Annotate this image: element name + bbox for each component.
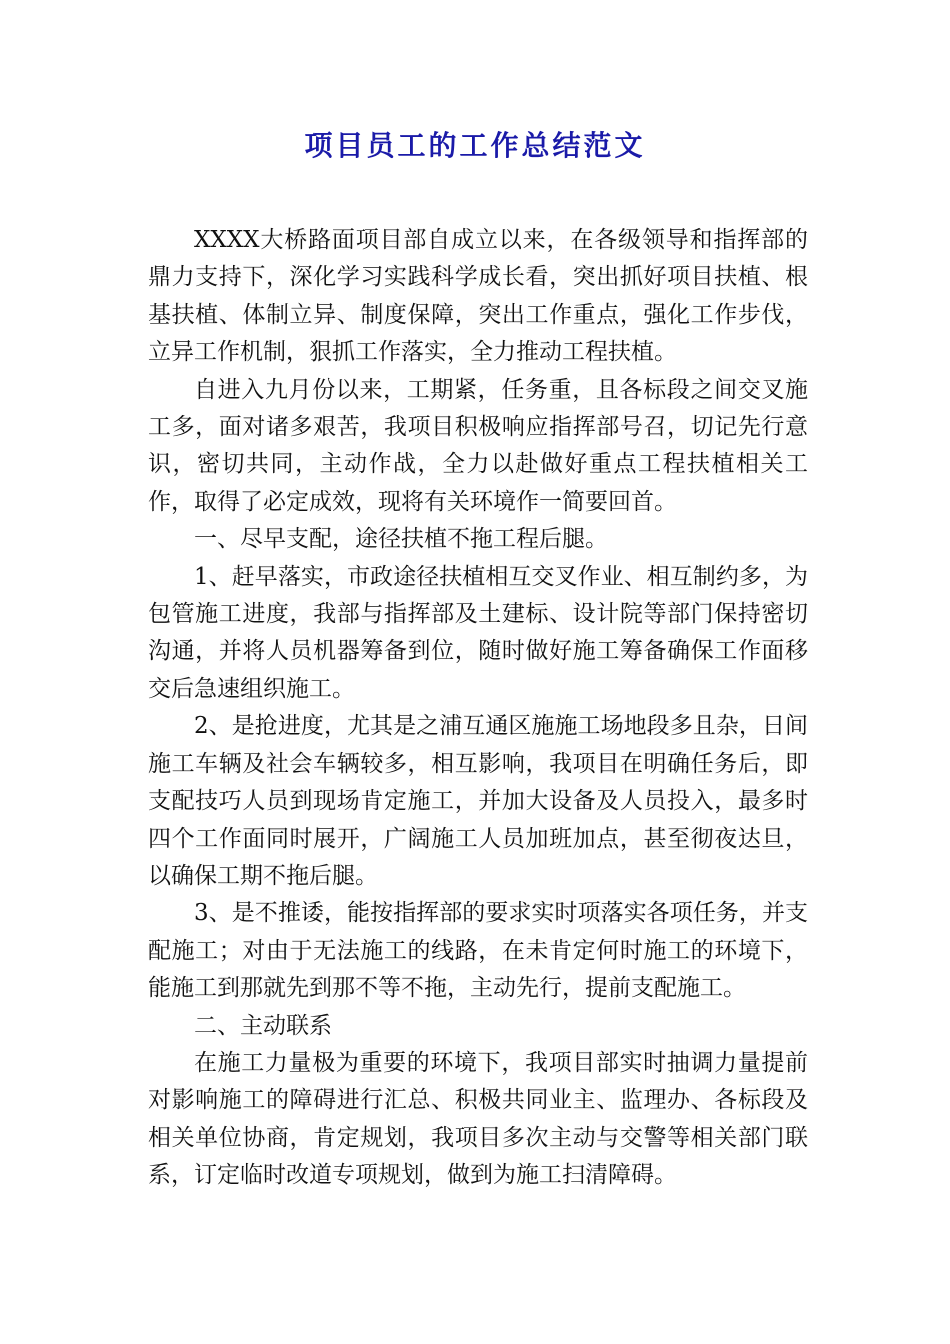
paragraph-item-2: 2、是抢进度，尤其是之浦互通区施施工场地段多且杂，日间施工车辆及社会车辆较多，相互影响，我项目在明确任务后，即支配技巧人员到现场肯定施工，并加大设备及人员投入，最多时四个工作面同时展开，广阔施工人员加班加点，甚至彻夜达旦，以确保工期不拖后腿。 (148, 713, 808, 889)
paragraph-item-3: 3、是不推诿，能按指挥部的要求实时项落实各项任务，并支配施工；对由于无法施工的线路，在未肯定何时施工的环境下，能施工到那就先到那不等不拖，主动先行，提前支配施工。 (148, 900, 808, 1002)
paragraph-item-1: 1、赶早落实，市政途径扶植相互交叉作业、相互制约多，为包管施工进度，我部与指挥部及土建标、设计院等部门保持密切沟通，并将人员机器筹备到位，随时做好施工筹备确保工作面移交后急速组织施工。 (148, 563, 808, 702)
paragraph-overview: 自进入九月份以来，工期紧，任务重，且各标段之间交叉施工多，面对诸多艰苦，我项目积极响应指挥部号召，切记先行意识，密切共同，主动作战，全力以赴做好重点工程扶植相关工作，取得了必定成效，现将有关环境作一简要回首。 (148, 376, 808, 515)
section-heading-1: 一、尽早支配，途径扶植不拖工程后腿。 (194, 526, 608, 553)
document-body (148, 222, 808, 1195)
paragraph-intro: XXXX大桥路面项目部自成立以来，在各级领导和指挥部的鼎力支持下，深化学习实践科学成长看，突出抓好项目扶植、根基扶植、体制立异、制度保障，突出工作重点，强化工作步伐，立异工作机制，狠抓工作落实，全力推动工程扶植。 (148, 227, 808, 366)
paragraph-section-2: 在施工力量极为重要的环境下，我项目部实时抽调力量提前对影响施工的障碍进行汇总、积极共同业主、监理办、各标段及相关单位协商，肯定规划，我项目多次主动与交警等相关部门联系，订定临时改道专项规划，做到为施工扫清障碍。 (148, 1049, 808, 1189)
document-title: 项目员工的工作总结范文 (304, 129, 646, 162)
section-heading-2: 二、主动联系 (194, 1012, 332, 1039)
